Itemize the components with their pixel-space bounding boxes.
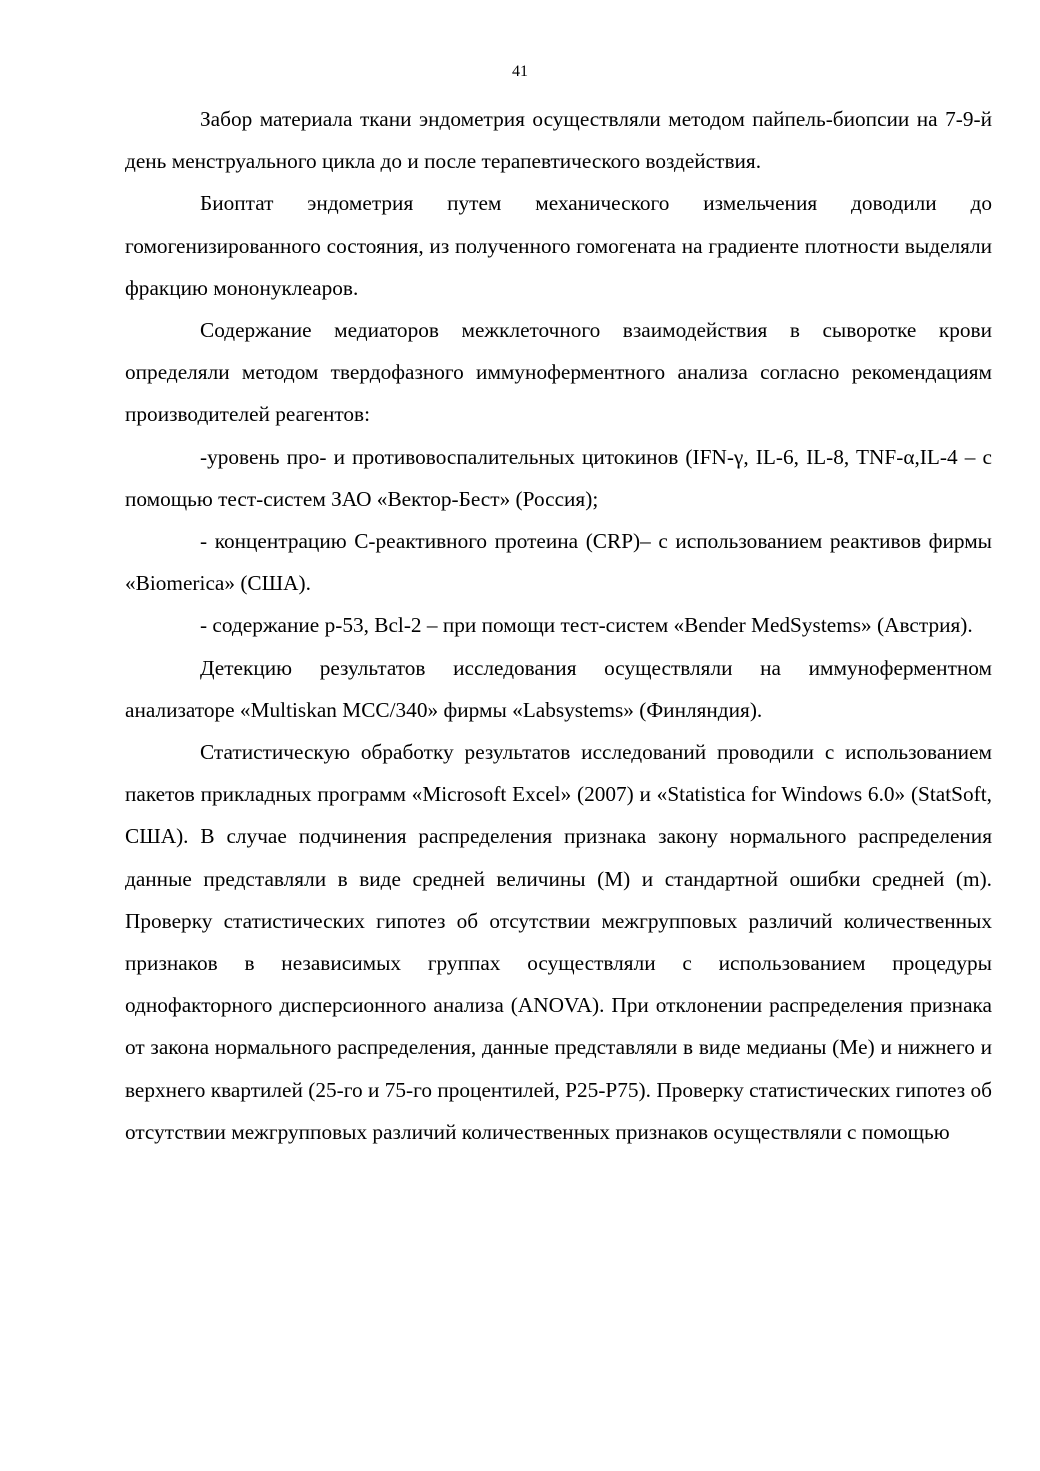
paragraph-crp: - концентрацию С-реактивного протеина (CRP)– с использованием реактивов фирмы «Biomerica» (США). (125, 529, 992, 596)
paragraph-detection: Детекцию результатов исследования осуществляли на иммуноферментном анализаторе «Multiskan MCC/340» фирмы «Labsystems» (Финляндия). (125, 655, 992, 722)
paragraph-biopsy-processing: Биоптат эндометрия путем механического измельчения доводили до гомогенизированного состояния, из полученного гомогената на градиенте плотности выделяли фракцию мононуклеаров. (125, 191, 992, 300)
paragraph-p53-bcl2: - содержание p-53, Bcl-2 – при помощи тест-систем «Bender MedSystems» (Австрия). (200, 613, 973, 638)
document-body (125, 98, 992, 1153)
paragraph-mediators: Содержание медиаторов межклеточного взаимодействия в сыворотке крови определяли методом твердофазного иммуноферментного анализа согласно рекомендациям производителей реагентов: (125, 318, 992, 427)
paragraph-statistics: Статистическую обработку результатов исследований проводили с использованием пакетов прикладных программ «Microsoft Excel» (2007) и «Statistica for Windows 6.0» (StatSoft, США). В случае подчинения распределения признака закону нормального распределения данные представляли в виде средней величины (M) и стандартной ошибки средней (m). Проверку статистических гипотез об отсутствии межгрупповых различий количественных признаков в независимых группах осуществляли с использованием процедуры однофакторного дисперсионного анализа (ANOVA). При отклонении распределения признака от закона нормального распределения, данные представляли в виде медианы (Me) и нижнего и верхнего квартилей (25-го и 75-го процентилей, P25-P75). Проверку статистических гипотез об отсутствии межгрупповых различий количественных признаков осуществляли с помощью (125, 740, 992, 1144)
paragraph-cytokines: -уровень про- и противовоспалительных цитокинов (IFN-γ, IL-6, IL-8, TNF-α,IL-4 – с помощью тест-систем ЗАО «Вектор-Бест» (Россия); (125, 444, 992, 511)
paragraph-sampling: Забор материала ткани эндометрия осуществляли методом пайпель-биопсии на 7-9-й день менструального цикла до и после терапевтического воздействия. (125, 107, 992, 174)
page-number: 41 (512, 63, 528, 80)
